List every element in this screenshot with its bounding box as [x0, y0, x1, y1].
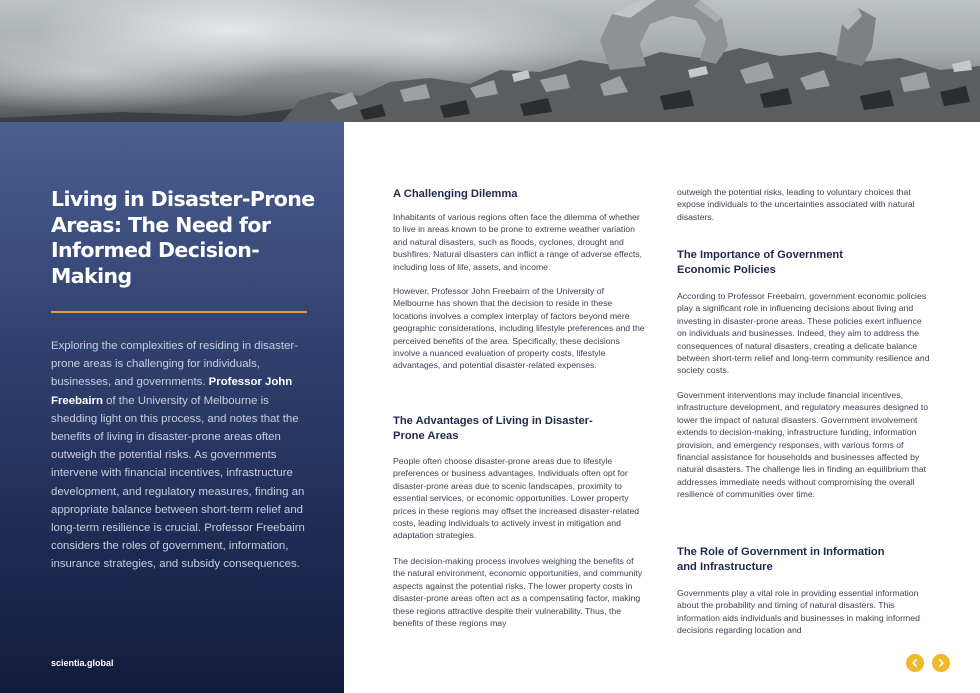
heading-challenging-dilemma: A Challenging Dilemma [393, 188, 518, 200]
intro-paragraph [51, 337, 313, 574]
heading-advantages: The Advantages of Living in Disaster-Prone Areas [393, 415, 593, 442]
title-divider [51, 311, 307, 313]
chevron-left-icon [910, 658, 920, 668]
heading-government-information-infrastructure: The Role of Government in Information and Infrastructure [677, 546, 885, 573]
intro-author-name: Professor John Freebairn [51, 376, 293, 407]
paragraph: Inhabitants of various regions often face the dilemma of whether to live in areas known to be prone to extreme weather variation and natural disasters, such as floods, cyclones, drought and bushfires. Natural disasters can inflict a range of adverse effects, including loss of life, assets, and income. [393, 212, 643, 272]
chevron-right-icon [936, 658, 946, 668]
paragraph: However, Professor John Freebairn of the University of Melbourne has shown that the decision to reside in these locations involves a complex interplay of factors beyond mere geographic considerations, including lifestyle preferences and the perceived benefits of the area. Specifically, these decisions involve a nuanced evaluation of property costs, lifestyle advantages, and potential disaster-related expenses. [393, 286, 645, 371]
intro-text-start: Exploring the complexities of residing in disaster-prone areas is challenging for individuals, businesses, and governments. [51, 340, 298, 389]
paragraph: Government interventions may include financial incentives, infrastructure development, and regulatory measures designed to lower the impact of natural disasters. Government involvement extends to decision-making, infrastructure funding, information provision, and emergency responses, with various forms of financial assistance for households and businesses affected by natural disasters. The challenge lies in finding an equilibrium that addresses immediate needs without compromising the overall resilience of communities over time. [677, 390, 929, 500]
brand-link[interactable]: scientia.global [51, 658, 114, 668]
paragraph: Governments play a vital role in providing essential information about the probability and timing of natural disasters. This information aids individuals and businesses in making informed decisions regarding location and [677, 588, 920, 636]
previous-page-button[interactable] [906, 654, 924, 672]
page-title: Living in Disaster-Prone Areas: The Need for Informed Decision-Making [51, 187, 315, 288]
rubble-arch-image [0, 0, 980, 122]
next-page-button[interactable] [932, 654, 950, 672]
paragraph: According to Professor Freebairn, government economic policies play a significant role in influencing decisions about living and investing in disaster-prone areas. These policies exert influence on individuals and businesses. Indeed, they aim to address the consequences of natural disasters, creating a delicate balance between short-term relief and long-term community resilience and society costs. [677, 291, 930, 376]
heading-government-economic-policies: The Importance of Government Economic Policies [677, 249, 843, 276]
paragraph: The decision-making process involves weighing the benefits of the natural environment, economic opportunities, and community aspects against the potential risks. The lower property costs in disaster-prone areas often act as a compensating factor, making these regions attractive despite their vulnerability. Thus, the benefits of these regions may [393, 556, 643, 629]
intro-text-end: of the University of Melbourne is shedding light on this process, and notes that the benefits of living in disaster-prone areas often outweigh the potential risks. As governments intervene with financial incentives, infrastructure development, and regulatory measures, finding an appropriate balance between short-term relief and long-term resilience is crucial. Professor Freebairn considers the roles of government, information, insurance strategies, and subsidy consequences. [51, 394, 305, 571]
hero-image [0, 0, 980, 122]
paragraph: outweigh the potential risks, leading to voluntary choices that expose individuals to the uncertainties associated with natural disasters. [677, 187, 915, 222]
paragraph: People often choose disaster-prone areas due to lifestyle preferences or business advantages. Individuals often opt for disaster-prone areas due to scenic landscapes, proximity to essential services, or economic opportunities. Lower property prices in these regions may offset the increased disaster-related costs, leading individuals to actively invest in mitigation and adaptation strategies. [393, 456, 640, 541]
